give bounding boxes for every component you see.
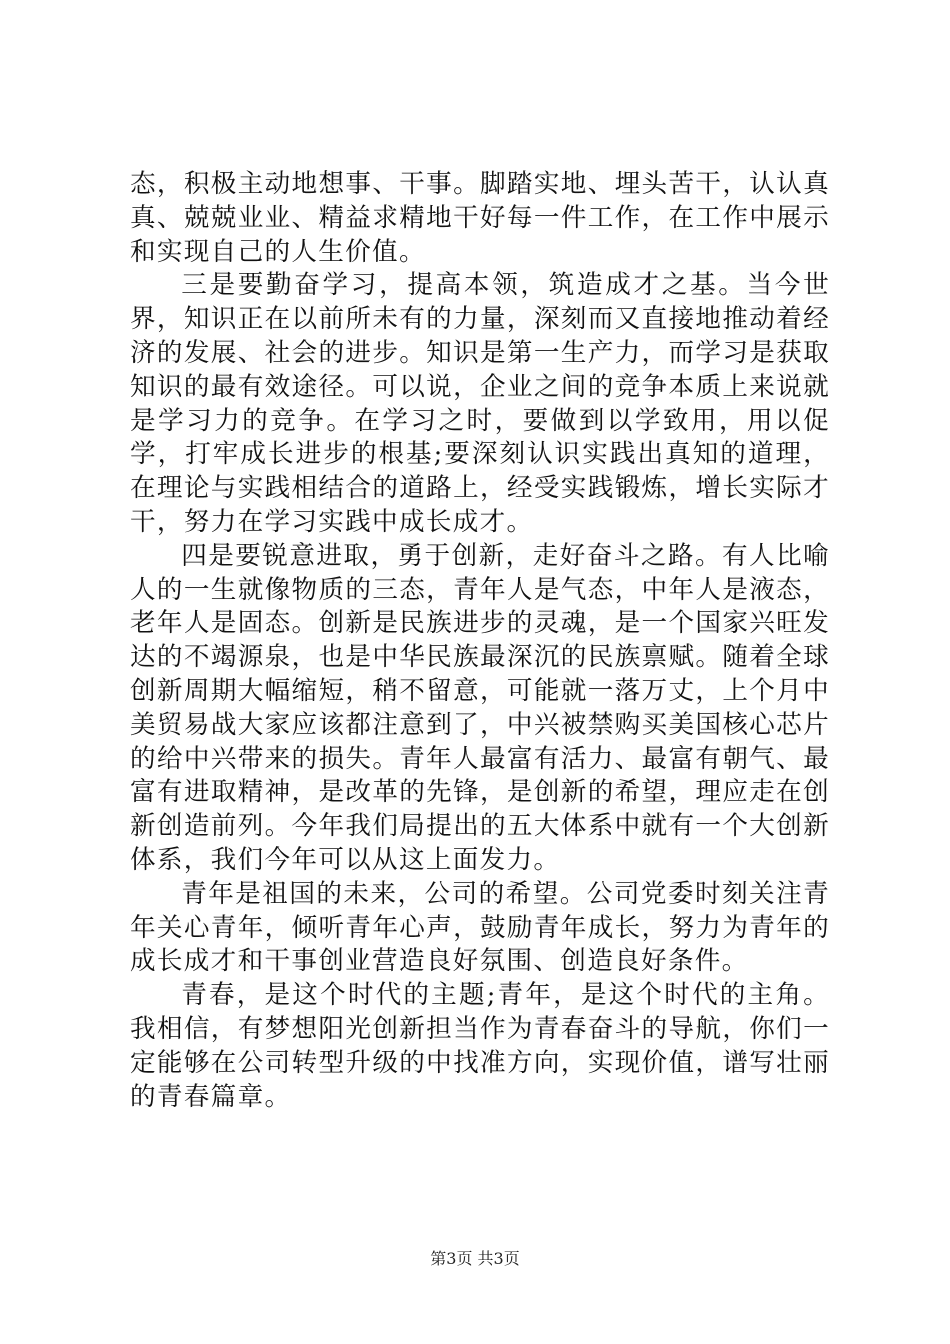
paragraph-conclusion: 青春，是这个时代的主题;青年，是这个时代的主角。我相信，有梦想阳光创新担当作为青春奋斗的导航，你们一定能够在公司转型升级的中找准方向，实现价值，谱写壮丽的青春篇章。 bbox=[130, 980, 830, 1112]
document-body bbox=[130, 168, 830, 1114]
paragraph-youth-future: 青年是祖国的未来，公司的希望。公司党委时刻关注青年关心青年，倾听青年心声，鼓励青年成长，努力为青年的成长成才和干事创业营造良好氛围、创造良好条件。 bbox=[130, 878, 830, 977]
paragraph-study: 三是要勤奋学习，提高本领，筑造成才之基。当今世界，知识正在以前所未有的力量，深刻而又直接地推动着经济的发展、社会的进步。知识是第一生产力，而学习是获取知识的最有效途径。可以说，企业之间的竞争本质上来说就是学习力的竞争。在学习之时，要做到以学致用，用以促学，打牢成长进步的根基;要深刻认识实践出真知的道理，在理论与实践相结合的道路上，经受实践锻炼，增长实际才干，努力在学习实践中成长成才。 bbox=[130, 270, 830, 537]
page-number-footer: 第3页 共3页 bbox=[430, 1249, 520, 1268]
paragraph-continuation: 态，积极主动地想事、干事。脚踏实地、埋头苦干，认认真真、兢兢业业、精益求精地干好每一件工作，在工作中展示和实现自己的人生价值。 bbox=[130, 169, 830, 267]
paragraph-innovation: 四是要锐意进取，勇于创新，走好奋斗之路。有人比喻人的一生就像物质的三态，青年人是气态，中年人是液态，老年人是固态。创新是民族进步的灵魂，是一个国家兴旺发达的不竭源泉，也是中华民族最深沉的民族禀赋。随着全球创新周期大幅缩短，稍不留意，可能就一落万丈，上个月中美贸易战大家应该都注意到了，中兴被禁购买美国核心芯片的给中兴带来的损失。青年人最富有活力、最富有朝气、最富有进取精神，是改革的先锋，是创新的希望，理应走在创新创造前列。今年我们局提出的五大体系中就有一个大创新体系，我们今年可以从这上面发力。 bbox=[130, 540, 830, 875]
